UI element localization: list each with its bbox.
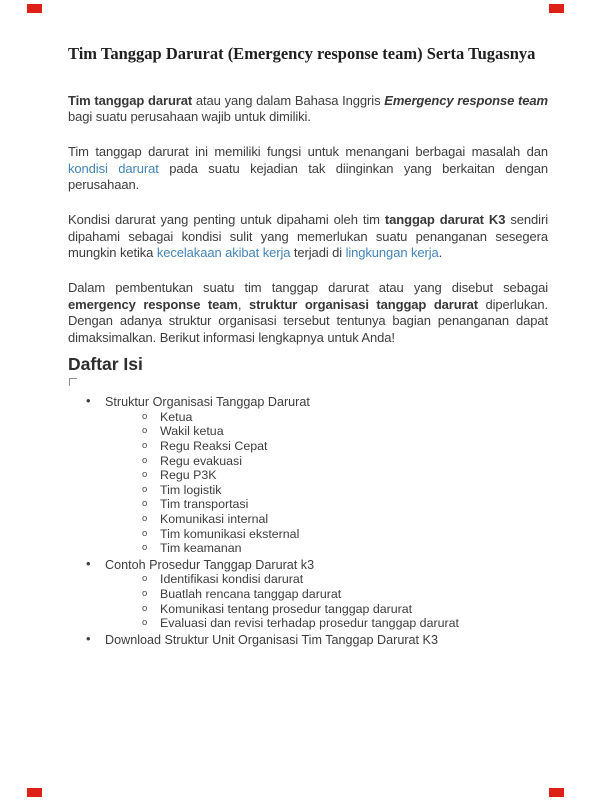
body-text: atau yang dalam Bahasa Inggris xyxy=(192,92,385,108)
toc-item-sub: o Buatlah rencana tanggap darurat xyxy=(105,587,548,602)
toc-item-label: Download Struktur Unit Organisasi Tim Tanggap Darurat K3 xyxy=(105,632,438,647)
toc-item-sub: o Regu evakuasi xyxy=(105,454,548,469)
body-text: sendiri dipahami sebagai kondisi sulit yang memerlukan suatu penanganan sesegera mungkin ketika xyxy=(68,212,548,261)
corner-marker-bottom-left xyxy=(27,788,42,797)
page-title: Tim Tanggap Darurat (Emergency response team) Serta Tugasnya xyxy=(68,44,536,63)
article-body xyxy=(68,93,548,347)
inline-link[interactable]: kondisi darurat xyxy=(68,160,159,176)
corner-marker-bottom-right xyxy=(549,788,564,797)
toc-item-sub: o Identifikasi kondisi darurat xyxy=(105,572,548,587)
toc-item-sub: o Tim komunikasi eksternal xyxy=(105,527,548,542)
body-text: diperlukan. Dengan adanya struktur organisasi tersebut tentunya bagian penanganan dapat dimaksimalkan. Berikut informasi lengkapnya untuk Anda! xyxy=(68,296,549,345)
toc-item-main xyxy=(68,633,548,648)
bold-text: Tim tanggap darurat xyxy=(68,92,193,108)
body-text: , xyxy=(237,296,249,312)
toc-item-sub: o Regu P3K xyxy=(105,468,548,483)
body-text: Kondisi darurat yang penting untuk dipahami oleh tim xyxy=(68,212,385,228)
body-paragraph xyxy=(68,144,548,194)
body-text: . xyxy=(438,245,443,261)
toc-item-label: Contoh Prosedur Tanggap Darurat k3 xyxy=(105,557,315,572)
corner-marker-top-right xyxy=(549,4,564,13)
toc-item-sub: o Komunikasi tentang prosedur tanggap darurat xyxy=(105,602,548,617)
body-text: Tim tanggap darurat ini memiliki fungsi untuk menangani berbagai masalah dan xyxy=(68,144,548,160)
toc-item-sub: o Ketua xyxy=(105,410,548,425)
inline-link[interactable]: lingkungan kerja xyxy=(345,245,439,261)
body-paragraph xyxy=(68,93,548,126)
toc-item-sub: o Tim keamanan xyxy=(105,541,548,556)
toc-item-sub: o Evaluasi dan revisi terhadap prosedur tanggap darurat xyxy=(105,616,548,631)
body-text: Dalam pembentukan suatu tim tanggap darurat atau yang disebut sebagai xyxy=(68,280,548,296)
inline-link[interactable]: kecelakaan akibat kerja xyxy=(156,245,291,261)
toc-item-sub: o Wakil ketua xyxy=(105,424,548,439)
toc-item-main xyxy=(68,558,548,631)
bold-text: tanggap darurat K3 xyxy=(384,212,506,228)
toc-list xyxy=(68,395,548,647)
toc-item-sub: o Komunikasi internal xyxy=(105,512,548,527)
toc-sublist xyxy=(105,410,548,556)
toc-item-sub: o Tim logistik xyxy=(105,483,548,498)
toc-heading: Daftar Isi xyxy=(68,354,143,375)
toc-sublist xyxy=(105,572,548,630)
body-paragraph xyxy=(68,212,548,262)
body-text: bagi suatu perusahaan wajib untuk dimiliki. xyxy=(68,109,311,125)
body-paragraph xyxy=(68,280,548,346)
toc-item-main xyxy=(68,395,548,556)
bold-italic-text: Emergency response team xyxy=(384,92,549,108)
body-text: terjadi di xyxy=(290,245,346,261)
toc-item-sub: o Tim transportasi xyxy=(105,497,548,512)
bold-text: struktur organisasi tanggap darurat xyxy=(248,296,478,312)
body-text: pada suatu kejadian tak diinginkan yang berkaitan dengan perusahaan. xyxy=(68,160,548,193)
bold-text: emergency response team xyxy=(68,296,238,312)
document-content xyxy=(68,0,548,649)
toc-item-label: Struktur Organisasi Tanggap Darurat xyxy=(105,395,310,410)
toc-item-sub: o Regu Reaksi Cepat xyxy=(105,439,548,454)
broken-box-icon xyxy=(69,378,77,386)
corner-marker-top-left xyxy=(27,4,42,13)
